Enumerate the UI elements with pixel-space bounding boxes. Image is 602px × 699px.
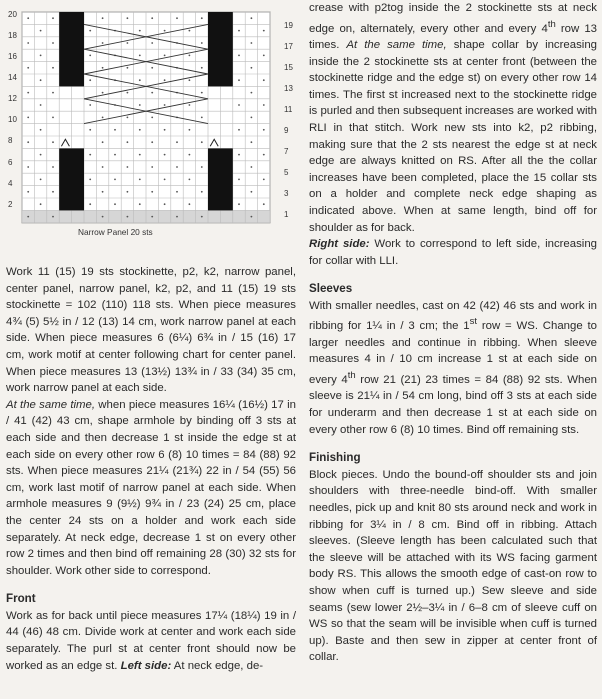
purl-dot xyxy=(238,179,240,181)
purl-dot xyxy=(89,154,91,156)
front-heading: Front xyxy=(6,592,36,606)
row-number: 16 xyxy=(8,52,17,62)
purl-dot xyxy=(40,154,42,156)
front-text: Work as for back until piece measures 17¼ (18¼) 19 in / 44 (46) 48 cm. Divide work at center and work each side separately. The purl st at center front should now be worked as an edge st. xyxy=(6,609,296,672)
purl-dot xyxy=(238,30,240,32)
purl-dot xyxy=(102,117,104,119)
left-side-continued xyxy=(309,0,597,236)
no-stitch-block xyxy=(208,148,233,210)
purl-dot xyxy=(251,67,253,69)
front-tail: At neck edge, de- xyxy=(171,659,264,672)
purl-dot xyxy=(201,17,203,19)
purl-dot xyxy=(201,92,203,94)
purl-dot xyxy=(164,129,166,131)
row-number: 6 xyxy=(8,157,13,167)
purl-dot xyxy=(127,92,129,94)
armhole-text: when piece measures 16¼ (16½) 17 in / 41 (42) 43 cm, shape armhole by binding off 3 sts at each side and then decrease 1 st inside the edge st at each side on every other row 6 (8) 10 times = 84 (88) 92 sts. When piece measures 21¼ (21¾) 22 in / 54 (55) 56 cm, work last motif of narrow panel at each side. When armhole measures 9 (9½) 9¾ in / 23 (24) 25 cm, place the center 24 sts on a holder and work each side separately. At neck edge, decrease 1 st on every other row 2 times and then bind off remaining 28 (30) 32 sts for shoulder. Work other side to correspond. xyxy=(6,398,296,577)
purl-dot xyxy=(176,191,178,193)
purl-dot xyxy=(52,42,54,44)
purl-dot xyxy=(164,154,166,156)
armhole-instructions xyxy=(6,397,296,580)
purl-dot xyxy=(164,79,166,81)
text: Work to correspond to left side, increasing for collar with LLI. xyxy=(309,238,598,267)
purl-dot xyxy=(89,129,91,131)
purl-dot xyxy=(151,92,153,94)
purl-dot xyxy=(127,216,129,218)
left-column xyxy=(6,264,296,674)
purl-dot xyxy=(52,166,54,168)
purl-dot xyxy=(263,104,265,106)
no-stitch-block xyxy=(208,12,233,86)
purl-dot xyxy=(40,129,42,131)
purl-dot xyxy=(102,17,104,19)
row-number: 13 xyxy=(284,83,293,93)
purl-dot xyxy=(139,104,141,106)
purl-dot xyxy=(201,216,203,218)
purl-dot xyxy=(40,79,42,81)
row-number: 5 xyxy=(284,168,289,178)
right-side-instructions xyxy=(309,236,597,269)
row-number: 8 xyxy=(8,136,13,146)
text: With smaller needles, cast on 42 (42) 46 sts and work in ribbing for 1¼ in / 3 cm; the 1 xyxy=(309,299,597,333)
superscript: th xyxy=(547,18,556,30)
purl-dot xyxy=(102,216,104,218)
purl-dot xyxy=(151,117,153,119)
row-number: 15 xyxy=(284,62,293,72)
row-number: 11 xyxy=(284,104,293,114)
purl-dot xyxy=(52,92,54,94)
chart-caption: Narrow Panel 20 sts xyxy=(78,227,153,237)
purl-dot xyxy=(27,17,29,19)
purl-dot xyxy=(89,79,91,81)
row-number: 12 xyxy=(8,94,17,104)
purl-dot xyxy=(176,216,178,218)
purl-dot xyxy=(151,166,153,168)
left-side-label: Left side: xyxy=(120,659,172,672)
purl-dot xyxy=(52,117,54,119)
chart-grid xyxy=(0,0,300,230)
superscript: th xyxy=(347,370,356,382)
text: row 13 times. xyxy=(309,22,597,51)
purl-dot xyxy=(151,67,153,69)
row-number: 17 xyxy=(284,41,293,51)
purl-dot xyxy=(89,179,91,181)
purl-dot xyxy=(40,104,42,106)
emphasis: At the same time, xyxy=(6,398,96,411)
purl-dot xyxy=(189,104,191,106)
purl-dot xyxy=(263,30,265,32)
purl-dot xyxy=(139,179,141,181)
row-number: 10 xyxy=(8,115,17,125)
purl-dot xyxy=(27,141,29,143)
purl-dot xyxy=(127,67,129,69)
purl-dot xyxy=(251,166,253,168)
purl-dot xyxy=(139,79,141,81)
purl-dot xyxy=(189,154,191,156)
row-number: 3 xyxy=(284,189,289,199)
purl-dot xyxy=(102,42,104,44)
purl-dot xyxy=(27,166,29,168)
superscript: st xyxy=(469,316,478,328)
purl-dot xyxy=(251,92,253,94)
purl-dot xyxy=(238,154,240,156)
finishing-instructions: Block pieces. Undo the bound-off shoulder sts and join shoulders with three-needle bind-off. With smaller needles, pick up and knit 80 sts around neck and work in ribbing for 3¼ in / 8 cm. Bind off in ribbing. Attach sleeves. (Sleeve length has been calculated such that the sleeve will be attached with its WS facing garment body RS. This allows the smooth edge of cast-on row to show when cuff is turned up.) Sew sleeve and side seams (sew lower 2½–3¼ in / 6–8 cm of sleeve cuff on WS so that the seam will be invisible when cuff is turned up). Baste and then sew in zipper at center front of collar. xyxy=(309,468,597,664)
purl-dot xyxy=(27,117,29,119)
purl-dot xyxy=(164,203,166,205)
purl-dot xyxy=(176,141,178,143)
text: shape collar by increasing inside the 2 stockinette sts at center front (between the stockinette ridge and the edge st) on every other row 14 times. The first st increased next to the stockinette ridge is purled and then subsequent increases are worked with RLI in that stitch. Work new sts into k2, p2 ribbing, making sure that the 2 sts nearest the edge st at neck edge are always knitted on RS. After all the the collar increases have been completed, place the 15 collar sts on a holder and complete neck edge shaping as indicated above. When at same length, bind off for shoulder as for back. xyxy=(309,38,597,234)
purl-dot xyxy=(164,55,166,57)
purl-dot xyxy=(52,17,54,19)
purl-dot xyxy=(189,179,191,181)
purl-dot xyxy=(114,179,116,181)
purl-dot xyxy=(27,42,29,44)
purl-dot xyxy=(238,104,240,106)
emphasis: At the same time, xyxy=(346,38,447,51)
purl-dot xyxy=(201,67,203,69)
purl-dot xyxy=(102,141,104,143)
row-number: 2 xyxy=(8,199,13,209)
purl-dot xyxy=(52,141,54,143)
purl-dot xyxy=(151,191,153,193)
purl-dot xyxy=(52,67,54,69)
purl-dot xyxy=(127,42,129,44)
purl-dot xyxy=(89,104,91,106)
purl-dot xyxy=(89,55,91,57)
purl-dot xyxy=(139,30,141,32)
purl-dot xyxy=(27,216,29,218)
purl-dot xyxy=(139,55,141,57)
purl-dot xyxy=(238,55,240,57)
purl-dot xyxy=(164,179,166,181)
purl-dot xyxy=(139,154,141,156)
purl-dot xyxy=(127,17,129,19)
purl-dot xyxy=(238,203,240,205)
no-stitch-block xyxy=(59,148,84,210)
purl-dot xyxy=(89,203,91,205)
purl-dot xyxy=(201,42,203,44)
purl-dot xyxy=(201,141,203,143)
purl-dot xyxy=(201,117,203,119)
purl-dot xyxy=(238,79,240,81)
purl-dot xyxy=(40,203,42,205)
purl-dot xyxy=(238,129,240,131)
narrow-panel-chart xyxy=(0,0,300,240)
purl-dot xyxy=(151,141,153,143)
row-number: 14 xyxy=(8,73,17,83)
purl-dot xyxy=(189,129,191,131)
purl-dot xyxy=(102,191,104,193)
row-number: 9 xyxy=(284,125,289,135)
purl-dot xyxy=(127,117,129,119)
row-number: 20 xyxy=(8,10,17,19)
purl-dot xyxy=(114,203,116,205)
purl-dot xyxy=(139,129,141,131)
text: crease with p2tog inside the 2 stockinette sts at neck edge on, alternately, every other and every 4 xyxy=(309,2,597,35)
purl-dot xyxy=(127,191,129,193)
sleeves-instructions xyxy=(309,298,597,438)
purl-dot xyxy=(189,30,191,32)
row-number: 18 xyxy=(8,31,17,41)
purl-dot xyxy=(27,92,29,94)
purl-dot xyxy=(263,55,265,57)
back-instructions: Work 11 (15) 19 sts stockinette, p2, k2, narrow panel, center panel, narrow panel, k2, p2, and 11 (15) 19 sts stockinette = 102 (110) 118 sts. When piece measures 4¾ (5) 5½ in / 12 (13) 14 cm, work narrow panel at each side. When piece measures 6 (6¼) 6¾ in / 15 (16) 17 cm, work motif at center following chart for center panel. When piece measures 13 (13½) 13¾ in / 33 (34) 35 cm, work narrow panel at each side. xyxy=(6,266,296,395)
purl-dot xyxy=(176,166,178,168)
purl-dot xyxy=(151,42,153,44)
purl-dot xyxy=(89,30,91,32)
right-column xyxy=(309,0,597,666)
purl-dot xyxy=(151,216,153,218)
purl-dot xyxy=(127,141,129,143)
purl-dot xyxy=(189,55,191,57)
row-number: 19 xyxy=(284,20,293,30)
purl-dot xyxy=(201,166,203,168)
purl-dot xyxy=(40,55,42,57)
purl-dot xyxy=(251,141,253,143)
purl-dot xyxy=(251,42,253,44)
purl-dot xyxy=(251,191,253,193)
purl-dot xyxy=(189,203,191,205)
purl-dot xyxy=(164,104,166,106)
purl-dot xyxy=(263,129,265,131)
purl-dot xyxy=(114,129,116,131)
row-number: 4 xyxy=(8,178,13,188)
purl-dot xyxy=(102,166,104,168)
purl-dot xyxy=(52,216,54,218)
purl-dot xyxy=(251,216,253,218)
row-number: 7 xyxy=(284,147,289,157)
purl-dot xyxy=(27,191,29,193)
purl-dot xyxy=(176,17,178,19)
purl-dot xyxy=(40,30,42,32)
purl-dot xyxy=(263,79,265,81)
no-stitch-block xyxy=(59,12,84,86)
sleeves-heading: Sleeves xyxy=(309,282,353,296)
purl-dot xyxy=(114,154,116,156)
purl-dot xyxy=(127,166,129,168)
text: row 21 (21) 23 times = 84 (88) 92 sts. When sleeve is 21¼ in / 54 cm long, bind off 3 sts at each side for underarm and then decrease 1 st at each side on every other row 6 (8) 10 times. Bind off remaining sts. xyxy=(309,373,598,436)
purl-dot xyxy=(201,191,203,193)
purl-dot xyxy=(139,203,141,205)
front-instructions xyxy=(6,608,296,674)
purl-dot xyxy=(251,17,253,19)
purl-dot xyxy=(102,67,104,69)
purl-dot xyxy=(189,79,191,81)
purl-dot xyxy=(40,179,42,181)
purl-dot xyxy=(251,117,253,119)
purl-dot xyxy=(263,203,265,205)
right-side-label: Right side: xyxy=(309,238,370,251)
purl-dot xyxy=(263,179,265,181)
purl-dot xyxy=(27,67,29,69)
text: row = WS. Change to larger needles and continue in ribbing. When sleeve measures 4 in / 10 cm increase 1 st at each side on every 4 xyxy=(309,320,597,386)
purl-dot xyxy=(102,92,104,94)
purl-dot xyxy=(52,191,54,193)
purl-dot xyxy=(164,30,166,32)
row-number: 1 xyxy=(284,210,289,220)
purl-dot xyxy=(263,154,265,156)
purl-dot xyxy=(151,17,153,19)
finishing-heading: Finishing xyxy=(309,451,361,465)
